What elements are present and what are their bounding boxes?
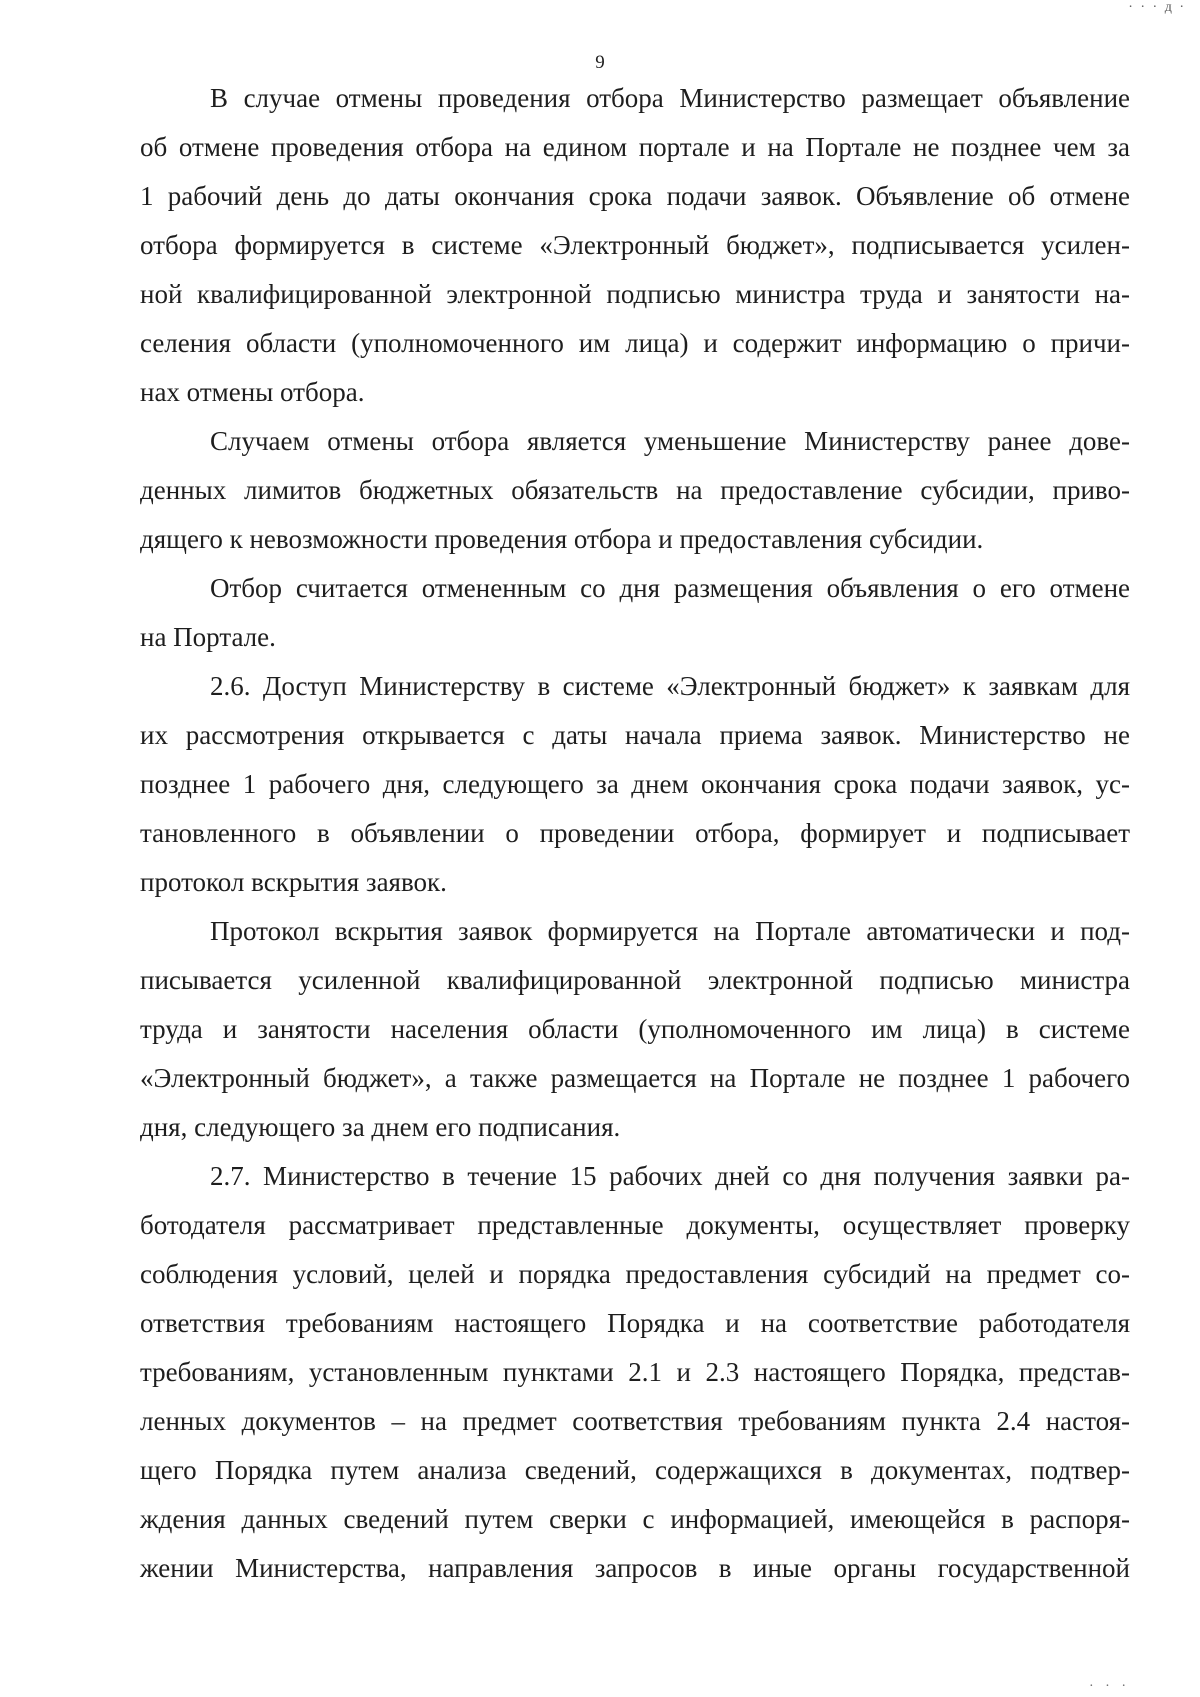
text-line: селения области (уполномоченного им лица) и содержит информацию о причи- [140,328,1130,358]
text-line: Протокол вскрытия заявок формируется на Портале автоматически и под- [210,916,1130,946]
text-line: отбора формируется в системе «Электронный бюджет», подписывается усилен- [140,230,1130,260]
text-line: протокол вскрытия заявок. [140,867,447,897]
paragraph [140,662,1130,907]
text-line: Случаем отмены отбора является уменьшение Министерству ранее дове- [210,426,1130,456]
text-line: нах отмены отбора. [140,377,365,407]
page-corner-mark: · · · д · [1128,0,1186,15]
text-line: 1 рабочий день до даты окончания срока подачи заявок. Объявление об отмене [140,181,1130,211]
text-line: труда и занятости населения области (уполномоченного им лица) в системе [140,1014,1130,1044]
page-corner-mark-bottom: · · · [1089,1679,1130,1694]
text-line: на Портале. [140,622,276,652]
text-line: ждения данных сведений путем сверки с информацией, имеющейся в распоря- [140,1504,1130,1534]
text-line: Отбор считается отмененным со дня размещения объявления о его отмене [210,573,1130,603]
text-line: позднее 1 рабочего дня, следующего за днем окончания срока подачи заявок, ус- [140,769,1130,799]
text-line: ной квалифицированной электронной подписью министра труда и занятости на- [140,279,1130,309]
text-line: В случае отмены проведения отбора Министерство размещает объявление [210,83,1130,113]
text-line: тановленного в объявлении о проведении отбора, формирует и подписывает [140,818,1130,848]
text-line: писывается усиленной квалифицированной электронной подписью министра [140,965,1130,995]
paragraph [140,564,1130,662]
paragraph [140,907,1130,1152]
text-line: денных лимитов бюджетных обязательств на предоставление субсидии, приво- [140,475,1130,505]
text-line: об отмене проведения отбора на едином портале и на Портале не позднее чем за [140,132,1130,162]
page-number: 9 [595,52,605,73]
paragraph [140,74,1130,417]
text-line: 2.6. Доступ Министерству в системе «Электронный бюджет» к заявкам для [210,671,1130,701]
text-line: ответствия требованиям настоящего Порядка и на соответствие работодателя [140,1308,1130,1338]
text-line: ботодателя рассматривает представленные документы, осуществляет проверку [140,1210,1130,1240]
paragraph [140,1152,1130,1593]
text-line: ленных документов – на предмет соответствия требованиям пункта 2.4 настоя- [140,1406,1130,1436]
text-line: 2.7. Министерство в течение 15 рабочих дней со дня получения заявки ра- [210,1161,1130,1191]
text-line: дня, следующего за днем его подписания. [140,1112,621,1142]
text-line: дящего к невозможности проведения отбора и предоставления субсидии. [140,524,984,554]
document-body [140,74,1130,1593]
text-line: их рассмотрения открывается с даты начала приема заявок. Министерство не [140,720,1130,750]
text-line: жении Министерства, направления запросов в иные органы государственной [140,1553,1130,1583]
paragraph [140,417,1130,564]
text-line: щего Порядка путем анализа сведений, содержащихся в документах, подтвер- [140,1455,1130,1485]
text-line: требованиям, установленным пунктами 2.1 и 2.3 настоящего Порядка, представ- [140,1357,1130,1387]
text-line: соблюдения условий, целей и порядка предоставления субсидий на предмет со- [140,1259,1130,1289]
text-line: «Электронный бюджет», а также размещается на Портале не позднее 1 рабочего [140,1063,1130,1093]
